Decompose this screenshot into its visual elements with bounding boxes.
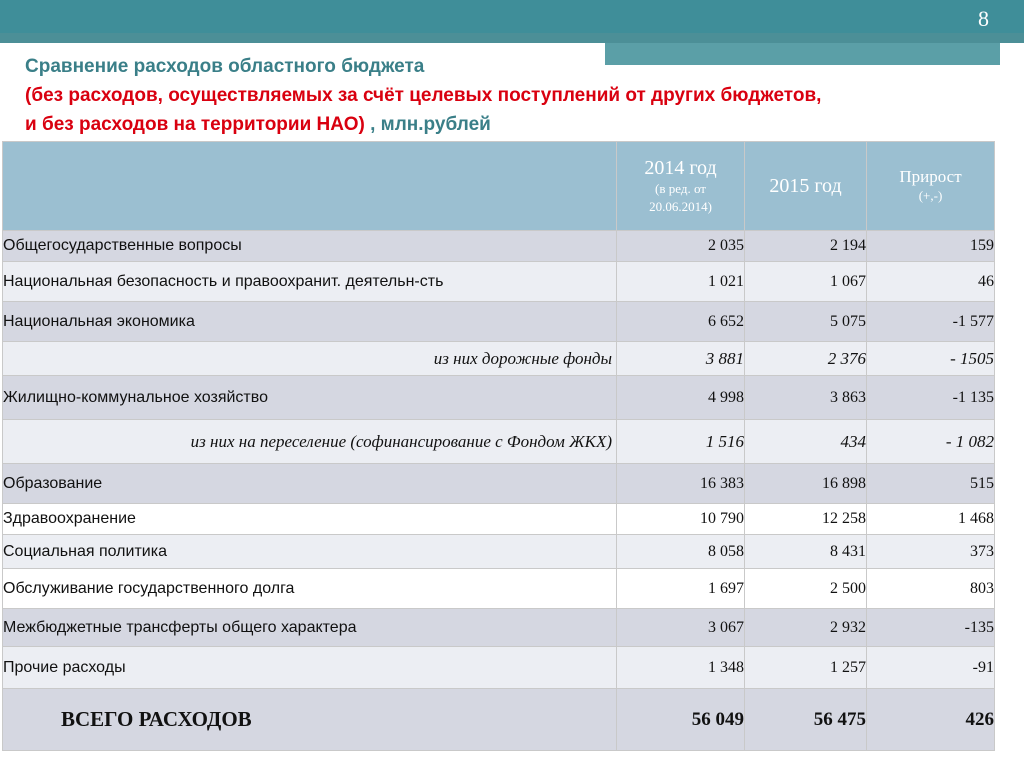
row-name: Национальная экономика bbox=[3, 302, 617, 342]
row-name: Общегосударственные вопросы bbox=[3, 231, 617, 262]
header-band-lower bbox=[0, 33, 1024, 43]
row-diff: - 1505 bbox=[867, 342, 995, 376]
slide-title bbox=[25, 52, 995, 139]
row-diff: 515 bbox=[867, 464, 995, 504]
row-2014: 4 998 bbox=[617, 376, 745, 420]
row-2014: 3 067 bbox=[617, 609, 745, 647]
table-row bbox=[3, 420, 995, 464]
row-2014: 6 652 bbox=[617, 302, 745, 342]
table-row bbox=[3, 504, 995, 535]
header-growth bbox=[867, 142, 995, 231]
row-diff: -1 135 bbox=[867, 376, 995, 420]
row-2015: 3 863 bbox=[745, 376, 867, 420]
row-2014: 3 881 bbox=[617, 342, 745, 376]
row-diff: -1 577 bbox=[867, 302, 995, 342]
row-2015: 434 bbox=[745, 420, 867, 464]
row-2015: 2 932 bbox=[745, 609, 867, 647]
title-line-2: (без расходов, осуществляемых за счёт целевых поступлений от других бюджетов, bbox=[25, 85, 822, 106]
row-diff: 373 bbox=[867, 535, 995, 569]
row-2015: 16 898 bbox=[745, 464, 867, 504]
row-2015: 2 194 bbox=[745, 231, 867, 262]
row-2015: 2 376 bbox=[745, 342, 867, 376]
table-row bbox=[3, 302, 995, 342]
table-row bbox=[3, 609, 995, 647]
row-name: Межбюджетные трансферты общего характера bbox=[3, 609, 617, 647]
budget-table bbox=[2, 141, 995, 751]
row-2014: 1 516 bbox=[617, 420, 745, 464]
table-row bbox=[3, 342, 995, 376]
header-2014-note-2: 20.06.2014) bbox=[649, 198, 712, 214]
header-category bbox=[3, 142, 617, 231]
row-2015: 1 067 bbox=[745, 262, 867, 302]
row-2015: 12 258 bbox=[745, 504, 867, 535]
total-2015: 56 475 bbox=[745, 689, 867, 751]
row-name: Национальная безопасность и правоохранит. деятельн-сть bbox=[3, 262, 617, 302]
table-header-row bbox=[3, 142, 995, 231]
total-diff: 426 bbox=[867, 689, 995, 751]
slide-number: 8 bbox=[978, 6, 989, 31]
row-name: Социальная политика bbox=[3, 535, 617, 569]
row-name: Образование bbox=[3, 464, 617, 504]
row-name: Прочие расходы bbox=[3, 647, 617, 689]
row-2015: 8 431 bbox=[745, 535, 867, 569]
row-diff: 46 bbox=[867, 262, 995, 302]
table-row bbox=[3, 231, 995, 262]
row-2014: 1 021 bbox=[617, 262, 745, 302]
title-line-3: и без расходов на территории НАО) bbox=[25, 114, 365, 135]
row-diff: - 1 082 bbox=[867, 420, 995, 464]
total-row bbox=[3, 689, 995, 751]
row-2014: 8 058 bbox=[617, 535, 745, 569]
row-2015: 2 500 bbox=[745, 569, 867, 609]
row-diff: -135 bbox=[867, 609, 995, 647]
title-units: , млн.рублей bbox=[364, 114, 491, 135]
row-name: Здравоохранение bbox=[3, 504, 617, 535]
row-diff: 159 bbox=[867, 231, 995, 262]
header-growth-label: Прирост bbox=[899, 167, 962, 186]
table-row bbox=[3, 647, 995, 689]
header-band bbox=[0, 0, 1024, 33]
row-diff: -91 bbox=[867, 647, 995, 689]
row-2014: 1 697 bbox=[617, 569, 745, 609]
title-line-1: Сравнение расходов областного бюджета bbox=[25, 56, 425, 77]
total-name: ВСЕГО РАСХОДОВ bbox=[3, 689, 617, 751]
row-diff: 1 468 bbox=[867, 504, 995, 535]
header-2015 bbox=[745, 142, 867, 231]
header-2014-note-1: (в ред. от bbox=[655, 180, 706, 196]
table-row bbox=[3, 569, 995, 609]
row-name: Обслуживание государственного долга bbox=[3, 569, 617, 609]
total-2014: 56 049 bbox=[617, 689, 745, 751]
row-2015: 1 257 bbox=[745, 647, 867, 689]
row-2015: 5 075 bbox=[745, 302, 867, 342]
row-name: из них на переселение (софинансирование с Фондом ЖКХ) bbox=[3, 420, 617, 464]
header-2014-label: 2014 год bbox=[644, 156, 717, 179]
row-name: из них дорожные фонды bbox=[3, 342, 617, 376]
row-2014: 2 035 bbox=[617, 231, 745, 262]
table-row bbox=[3, 262, 995, 302]
table-row bbox=[3, 535, 995, 569]
header-growth-sign: (+,-) bbox=[918, 188, 943, 203]
table-row bbox=[3, 376, 995, 420]
row-name: Жилищно-коммунальное хозяйство bbox=[3, 376, 617, 420]
row-2014: 1 348 bbox=[617, 647, 745, 689]
table-row bbox=[3, 464, 995, 504]
header-2014 bbox=[617, 142, 745, 231]
row-2014: 16 383 bbox=[617, 464, 745, 504]
header-2015-label: 2015 год bbox=[769, 174, 842, 197]
row-diff: 803 bbox=[867, 569, 995, 609]
row-2014: 10 790 bbox=[617, 504, 745, 535]
